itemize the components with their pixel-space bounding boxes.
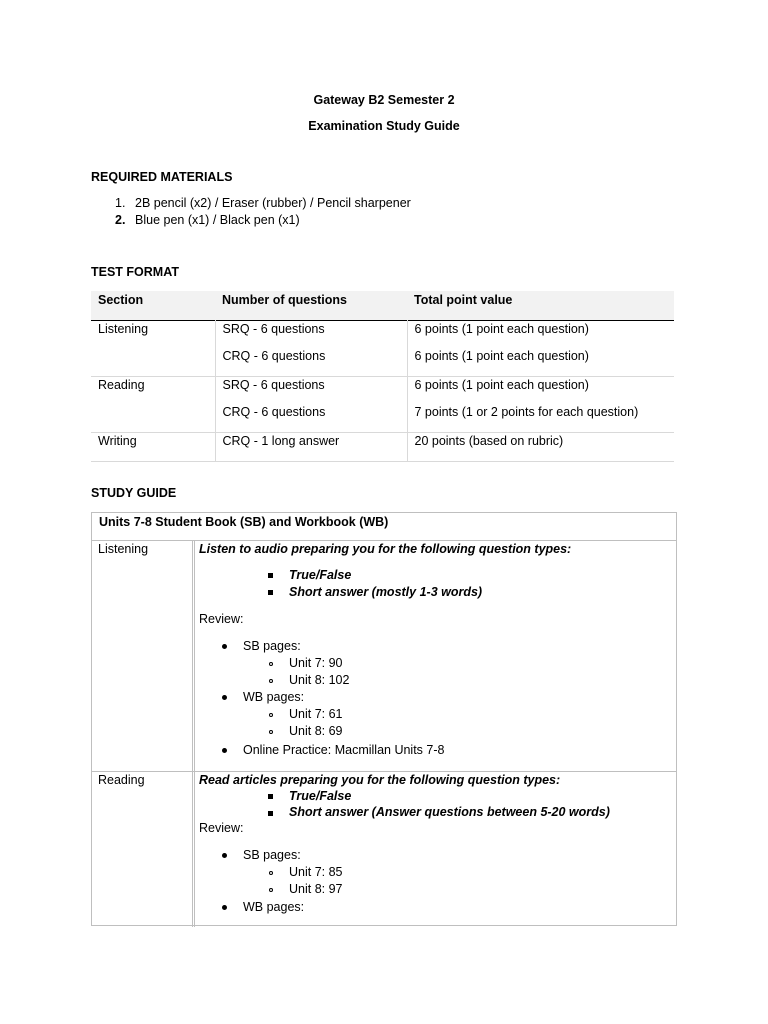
points-cell [407,377,674,433]
question-type: True/False [289,789,352,803]
square-bullet-icon [268,794,273,799]
reading-intro: Read articles preparing you for the following question types: [199,773,561,787]
unit-page: Unit 8: 102 [289,673,350,687]
section-label-reading: Reading [98,773,145,787]
sb-pages-label: SB pages: [243,848,301,862]
cell-line: 6 points (1 point each question) [414,322,589,336]
cell-line: 20 points (based on rubric) [414,434,564,448]
circle-bullet-icon [269,871,273,875]
table-row [91,321,674,377]
section-label: Listening [98,322,149,336]
column-header: Total point value [414,293,513,307]
question-type: Short answer (mostly 1-3 words) [289,585,483,599]
cell-line: SRQ - 6 questions [222,378,325,392]
table-header-row [92,513,676,541]
study-guide-heading: STUDY GUIDE [91,486,177,500]
table-header-text: Units 7-8 Student Book (SB) and Workbook (WB) [99,515,389,529]
section-label: Reading [98,378,145,392]
questions-cell [215,321,407,377]
section-label-listening: Listening [98,542,149,556]
test-format-heading: TEST FORMAT [91,265,179,279]
cell-line: CRQ - 6 questions [222,349,326,363]
list-number: 1. [115,196,126,210]
column-header: Section [98,293,144,307]
section-cell [91,321,215,377]
bullet-icon [222,748,227,753]
question-type: True/False [289,568,352,582]
column-header: Number of questions [222,293,348,307]
list-item [91,212,411,229]
materials-list [91,195,411,229]
circle-bullet-icon [269,713,273,717]
unit-page: Unit 8: 97 [289,882,343,896]
circle-bullet-icon [269,888,273,892]
unit-page: Unit 7: 90 [289,656,343,670]
listening-intro: Listen to audio preparing you for the following question types: [199,542,572,556]
cell-line: CRQ - 1 long answer [222,434,340,448]
cell-line: CRQ - 6 questions [222,405,326,419]
section-cell [91,433,215,462]
section-cell [91,377,215,433]
unit-page: Unit 7: 61 [289,707,343,721]
column-divider [194,541,195,927]
circle-bullet-icon [269,662,273,666]
square-bullet-icon [268,811,273,816]
wb-pages-label: WB pages: [243,690,305,704]
list-number: 2. [115,213,126,227]
question-type: Short answer (Answer questions between 5-20 words) [289,805,610,819]
review-label: Review: [199,612,244,626]
bullet-icon [222,695,227,700]
sb-pages-label: SB pages: [243,639,301,653]
points-cell [407,433,674,462]
circle-bullet-icon [269,730,273,734]
cell-line: SRQ - 6 questions [222,322,325,336]
questions-cell [215,377,407,433]
review-label: Review: [199,821,244,835]
wb-pages-label: WB pages: [243,900,305,914]
questions-cell [215,433,407,462]
cell-line: 7 points (1 or 2 points for each question) [414,405,639,419]
column-divider [192,541,193,927]
unit-page: Unit 7: 85 [289,865,343,879]
bullet-icon [222,905,227,910]
required-materials-heading: REQUIRED MATERIALS [91,170,233,184]
online-practice: Online Practice: Macmillan Units 7-8 [243,743,445,757]
cell-line: 6 points (1 point each question) [414,349,589,363]
row-divider [92,771,676,772]
square-bullet-icon [268,590,273,595]
points-cell [407,321,674,377]
table-row [91,377,674,433]
list-text: 2B pencil (x2) / Eraser (rubber) / Pencil sharpener [135,196,411,210]
circle-bullet-icon [269,679,273,683]
document-subtitle: Examination Study Guide [308,119,460,133]
bullet-icon [222,853,227,858]
table-row [91,433,674,462]
bullet-icon [222,644,227,649]
section-label: Writing [98,434,137,448]
list-text: Blue pen (x1) / Black pen (x1) [135,213,300,227]
cell-line: 6 points (1 point each question) [414,378,589,392]
square-bullet-icon [268,573,273,578]
test-format-table [91,291,674,462]
document-title: Gateway B2 Semester 2 [313,93,455,107]
study-guide-table [91,512,677,926]
unit-page: Unit 8: 69 [289,724,343,738]
table-header-row [91,291,674,321]
list-item [91,195,411,212]
